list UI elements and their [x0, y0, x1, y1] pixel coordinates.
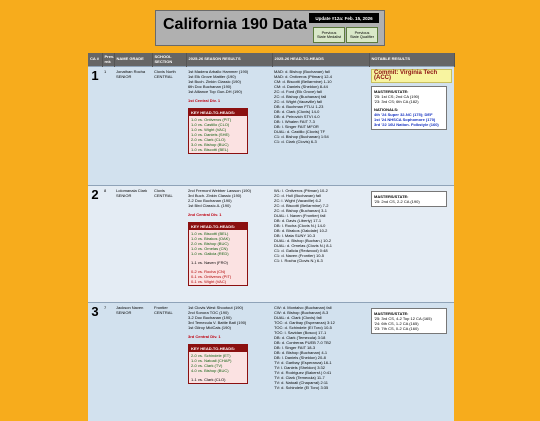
key-head-to-head: 1-0 vs. Wight (VAC) [191, 127, 245, 132]
masters-state-result: '23: 3rd CS; 6th CA (182) [374, 99, 444, 104]
rankings-table [88, 53, 455, 421]
button-label: State Qualifier [350, 35, 374, 40]
masters-state-result: '23: 7th CS, 0-2 CA (160) [374, 326, 444, 331]
masters-state-result: '25: 1st CS; 2nd CA (190) [374, 94, 444, 99]
key-head-to-head: 0-1 vs. Wight (VAC) [191, 279, 245, 284]
rank-value: 1 [88, 67, 102, 186]
col-header-name: NAME GRADE [114, 53, 152, 67]
button-label: Previous [350, 31, 374, 36]
head-to-head-result: DB: l. Whalen FAIT 7-3 [274, 119, 367, 124]
key-head-to-head: 1-0 vs. Daniels (SHE) [191, 132, 245, 137]
prev-rank-value: 7 [102, 303, 114, 421]
season-result: 2-2 Doc Buchanan (190) [188, 198, 270, 203]
col-header-h2h: 2025-26 HEAD-TO-HEADS [272, 53, 369, 67]
head-to-head-result: MAD: d. Bishop (Buchanan) fall [274, 69, 367, 74]
key-head-to-heads-box [188, 108, 248, 154]
head-to-head-result: DUAL: d. Castillo (Clovis) TF [274, 129, 367, 134]
head-to-head-result: DB: l. Singer FAIT 18-3 [274, 345, 367, 350]
col-header-school: SCHOOL SECTION [152, 53, 186, 67]
season-result: 3rd Buch. Zinkin Classic (190) [188, 193, 270, 198]
head-to-head-result: ZC: l. Wight (Vacaville) 6-2 [274, 198, 367, 203]
commit-badge: Commit: Virginia Tech (ACC) [371, 69, 452, 83]
wrestler-grade: SENIOR [116, 310, 150, 315]
head-to-head-result: TV: d. Natoali (Chaparral) 2:11 [274, 380, 367, 385]
wrestler-grade: SENIOR [116, 74, 150, 79]
head-to-head-result: ZC: d. Hull (Buchanan) fall [274, 193, 367, 198]
nationals-result: 4th '24 Super 32-NC (175); DEF [374, 112, 444, 117]
head-to-head-result: TOC: l. Savidan (Bosco) 17-1 [274, 330, 367, 335]
head-to-head-result: DB: d. Clark (Temecula) 3:18 [274, 335, 367, 340]
col-header-prev: Prev. rnk [102, 53, 114, 67]
season-result: 3rd Temecula V. Battle Batl (190) [188, 320, 270, 325]
page-title: California 190 Data [163, 16, 307, 34]
head-to-head-result: TV: d. Rodriguez (Bakersf.) 0:41 [274, 370, 367, 375]
head-to-head-result: WL: l. Ontiveros (Pitman) 10-2 [274, 188, 367, 193]
head-to-head-result: DUAL: d. Clark (Clovis) fall [274, 315, 367, 320]
key-head-to-head: 0-1 vs. Ontiveros (PIT) [191, 274, 245, 279]
head-to-head-result: DB: d. Peirovich STVI 4-0 [274, 114, 367, 119]
key-head-to-head: 0-2 vs. Rocha (CN) [191, 269, 245, 274]
key-head-to-head: 1-0 vs. Ontiveros (PIT) [191, 117, 245, 122]
head-to-heads-cell [272, 186, 369, 303]
season-result: 1st Gilroy MidCals (190) [188, 325, 270, 330]
key-head-to-heads-box [188, 222, 248, 286]
head-to-head-result: TV: d. Clark (Temecula) 11-7 [274, 375, 367, 380]
head-to-head-result: MAD: d. Ontiveros (Pitman) 12-4 [274, 74, 367, 79]
prev-state-qualifier-button[interactable] [346, 27, 378, 43]
notable-results-cell [369, 186, 454, 303]
masters-state-result: '25: 3rd CS, 4-2 Top 12 CA (165) [374, 316, 444, 321]
section-placement: 3rd Central Div. 1 [188, 334, 270, 339]
nationals-result: 3rd '22 16U Nation. Folkstyle (160) [374, 122, 444, 127]
school-cell [152, 67, 186, 186]
season-result: 1st Clovis West Shootout (190) [188, 305, 270, 310]
head-to-head-result: C1: d. Galicia (Redwood) 0:48 [274, 248, 367, 253]
season-result: 6th Doc Buchanan (190) [188, 84, 270, 89]
head-to-head-result: DUAL: d. Bishop (Buchan.) 10-2 [274, 238, 367, 243]
key-head-to-heads-title: KEY HEAD-TO-HEADS: [189, 345, 247, 352]
head-to-head-result: TV: l. Daniels (Sheldon) 3:32 [274, 365, 367, 370]
head-to-head-result: TV: d. Garibay (Esperanza) 16-1 [274, 360, 367, 365]
key-head-to-head: 1-0 vs. Natoali (CHAP) [191, 358, 245, 363]
button-label: Previous [317, 31, 341, 36]
head-to-head-result: ZC: d. Biscotti (Bellarmine) 7-2 [274, 203, 367, 208]
head-to-head-result: DB: d. Bishop (Buchanan) 4-1 [274, 350, 367, 355]
school-cell [152, 303, 186, 421]
nationals-result: 1st '24 NHSCA Sophomore (170) [374, 117, 444, 122]
prev-rank-value: 8 [102, 186, 114, 303]
head-to-head-result: ZC: d. Bishop (Buchanan) fall [274, 94, 367, 99]
key-head-to-head: 2-0 vs. Schindele (ET) [191, 353, 245, 358]
season-result: 1st Elk Grove Mattler (190) [188, 74, 270, 79]
head-to-head-result: DB: l. Singer FAIT MFOR [274, 124, 367, 129]
season-result: 1st Alliance Top Gun-DH (190) [188, 89, 270, 94]
head-to-head-result: TOC: d. Schindele (El Toro) 10-5 [274, 325, 367, 330]
table-row [88, 67, 454, 186]
masters-state-box [371, 191, 447, 207]
season-result: 1st Buch. Zinkin Classic (190) [188, 79, 270, 84]
col-header-notable: NOTABLE RESULTS [369, 53, 454, 67]
head-to-head-result: DB: d. Contreras PUEB 7-0 TB2 [274, 340, 367, 345]
season-results-cell [186, 67, 272, 186]
key-head-to-head: 1-1 vs. Clark (CLO) [191, 377, 245, 382]
prev-state-medalist-button[interactable] [313, 27, 345, 43]
button-label: State Medalist [317, 35, 341, 40]
head-to-head-result: ZC: d. Ford (Elk Grove) fall [274, 89, 367, 94]
masters-state-box [371, 308, 447, 334]
head-to-head-result: TOC: d. Garibay (Esperanza) 3:12 [274, 320, 367, 325]
head-to-head-result: ZC: d. Wight (Vacaville) fall [274, 99, 367, 104]
head-to-head-result: C1: d. Clark (Clovis) 6-3 [274, 139, 367, 144]
key-head-to-head: 1-0 vs. Castillo (CLO) [191, 122, 245, 127]
nationals-title: NATIONALS: [374, 107, 444, 112]
masters-state-box [371, 86, 447, 130]
notable-results-cell [369, 303, 454, 421]
head-to-head-result: C1: l. Rocha (Clovis N.) 6-3 [274, 258, 367, 263]
wrestler-name: Lolomanaia Clark [116, 188, 150, 193]
key-head-to-head: 2-0 vs. Clark (CLO) [191, 137, 245, 142]
table-header-row [88, 53, 454, 67]
wrestler-name: Jonathan Rocha [116, 69, 150, 74]
head-to-head-result: DB: l. Rocha (Clovis N.) 14-0 [274, 223, 367, 228]
masters-state-result: '25: 2nd CS, 2-2 CA (190) [374, 199, 444, 204]
head-to-head-result: C1: d. Bishop (Buchanan) 1:54 [274, 134, 367, 139]
head-to-head-result: TV: d. Schindele (El Toro) 3:35 [274, 385, 367, 390]
wrestler-grade: SENIOR [116, 193, 150, 198]
rank-value: 3 [88, 303, 102, 421]
key-head-to-head: 1-0 vs. Biscotti (BEL) [191, 147, 245, 152]
head-to-head-result: DB: d. Birakos (Oakdale) 10-2 [274, 228, 367, 233]
wrestler-name: Jackson Naven [116, 305, 150, 310]
section-name: CENTRAL [154, 310, 184, 315]
col-header-season: 2025-26 SEASON RESULTS [186, 53, 272, 67]
season-results-cell [186, 186, 272, 303]
head-to-head-result: CW: d. Montalvo (Buchanan) fall [274, 305, 367, 310]
head-to-head-result: DB: d. Buchman FTLU 1-23 [274, 104, 367, 109]
head-to-head-result: DB: d. Clark (Clovis) 14-0 [274, 109, 367, 114]
key-head-to-heads-title: KEY HEAD-TO-HEADS: [189, 223, 247, 230]
col-header-rank: CA # [88, 53, 102, 67]
table-row [88, 303, 454, 421]
head-to-heads-cell [272, 303, 369, 421]
school-name: Clovis North [154, 69, 184, 74]
head-to-head-result: CM: d. Biscotti (Bellarmine) 1-10 [274, 79, 367, 84]
key-head-to-heads-box [188, 344, 248, 384]
head-to-head-result: DB: l. Daniels (Sheldon) 20-8 [274, 355, 367, 360]
masters-state-result: '24: 6th CS, 1-2 CA (165) [374, 321, 444, 326]
head-to-head-result: DB: d. Davis (Liberty) 17-1 [274, 218, 367, 223]
season-result: 2nd Sonora TOC (190) [188, 310, 270, 315]
key-head-to-heads-list [189, 230, 247, 285]
season-result: 1st Bird Classic-IL (190) [188, 203, 270, 208]
rank-value: 2 [88, 186, 102, 303]
key-head-to-head: 1-0 vs. Birakos (OAK) [191, 236, 245, 241]
section-placement: 2nd Central Div. 1 [188, 212, 270, 217]
section-placement: 1st Central Div. 1 [188, 98, 270, 103]
masters-state-title: MASTERS/STATE: [374, 194, 444, 199]
school-cell [152, 186, 186, 303]
head-to-head-result: DUAL: d. Ornelas (Clovis N.) 8-1 [274, 243, 367, 248]
season-result: 3-2 Doc Buchanan (190) [188, 315, 270, 320]
key-head-to-heads-list [189, 352, 247, 383]
masters-state-title: MASTERS/STATE: [374, 89, 444, 94]
head-to-head-result: C1: d. Naven (Frontier) 10-5 [274, 253, 367, 258]
head-to-head-result: DB: l. Mata SUNY 10-3 [274, 233, 367, 238]
school-name: Frontier [154, 305, 184, 310]
head-to-head-result: DUAL: l. Naven (Frontier) fall [274, 213, 367, 218]
name-cell [114, 67, 152, 186]
key-head-to-heads-list [189, 116, 247, 153]
school-name: Clovis [154, 188, 184, 193]
head-to-heads-cell [272, 67, 369, 186]
season-results-cell [186, 303, 272, 421]
name-cell [114, 303, 152, 421]
head-to-head-result: CM: d. Daniels (Sheldon) 8-44 [274, 84, 367, 89]
table-row [88, 186, 454, 303]
key-head-to-head: 1-0 vs. Ornelas (CN) [191, 246, 245, 251]
notable-results-cell [369, 67, 454, 186]
section-name: CENTRAL [154, 74, 184, 79]
key-head-to-head: 2-0 vs. Bishop (BUC) [191, 241, 245, 246]
head-to-head-result: ZC: d. Bishop (Buchanan) 3-1 [274, 208, 367, 213]
name-cell [114, 186, 152, 303]
masters-state-title: MASTERS/STATE: [374, 311, 444, 316]
key-head-to-head: 1-0 vs. Galicia (RED) [191, 251, 245, 256]
update-badge: Update #12a: Feb. 15, 2026 [309, 13, 379, 23]
section-name: CENTRAL [154, 193, 184, 198]
key-head-to-heads-title: KEY HEAD-TO-HEADS: [189, 109, 247, 116]
season-result: 1st Madera Arballo Hammer (190) [188, 69, 270, 74]
key-head-to-head: 3-0 vs. Bishop (BUC) [191, 142, 245, 147]
key-head-to-head: 4-0 vs. Bishop (BUC) [191, 368, 245, 373]
key-head-to-head: 2-0 vs. Clark (TV) [191, 363, 245, 368]
key-head-to-head: 1-0 vs. Biscotti (BEL) [191, 231, 245, 236]
prev-rank-value: 1 [102, 67, 114, 186]
key-head-to-head: 1-1 vs. Naven (FRO) [191, 260, 245, 265]
season-result: 2nd Fremont Webber Lawson (190) [188, 188, 270, 193]
head-to-head-result: CW: d. Bishop (Buchanan) 8-3 [274, 310, 367, 315]
